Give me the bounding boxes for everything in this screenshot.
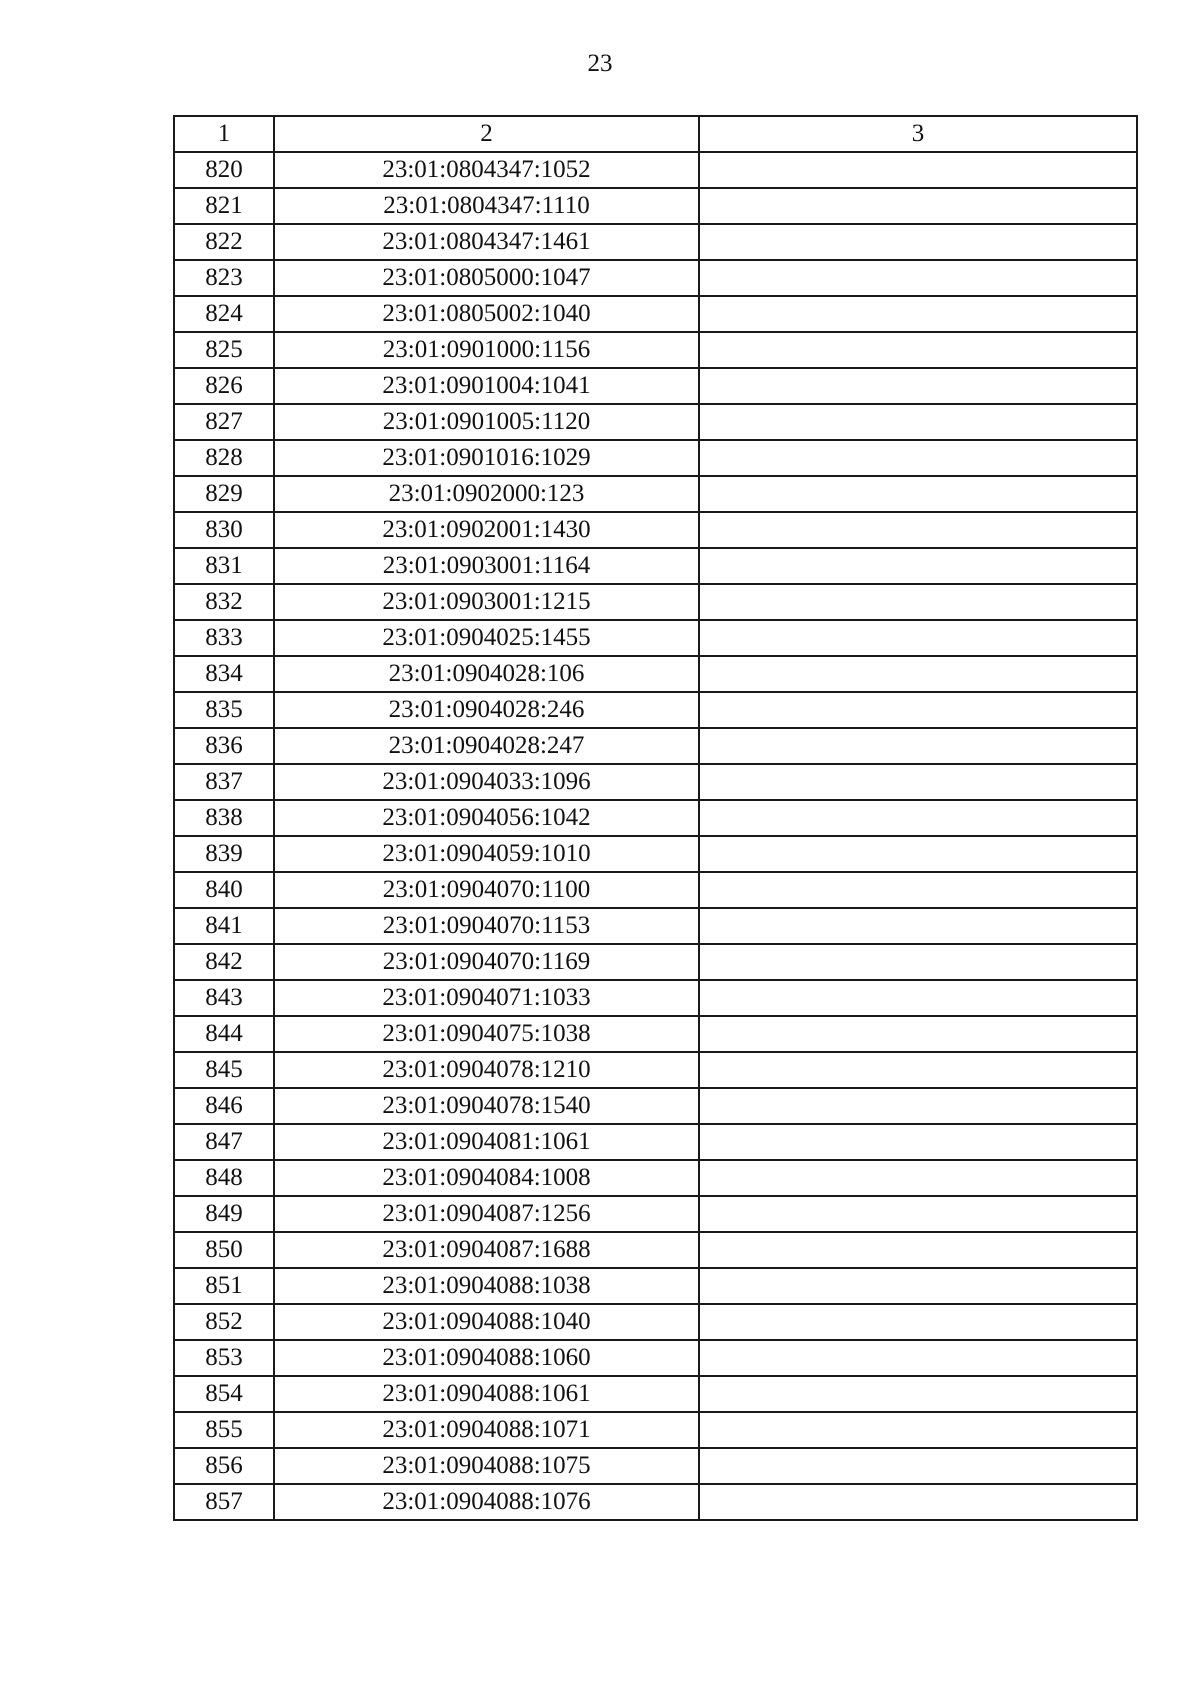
table-row — [174, 1052, 1137, 1088]
table-row — [174, 1340, 1137, 1376]
note-cell — [699, 440, 1137, 476]
cadastral-number-cell: 23:01:0904088:1061 — [274, 1376, 699, 1412]
note-cell — [699, 260, 1137, 296]
note-cell — [699, 692, 1137, 728]
cadastral-number-cell: 23:01:0804347:1052 — [274, 152, 699, 188]
note-cell — [699, 656, 1137, 692]
note-cell — [699, 548, 1137, 584]
row-number-cell: 832 — [174, 584, 274, 620]
note-cell — [699, 944, 1137, 980]
note-cell — [699, 1052, 1137, 1088]
note-cell — [699, 1232, 1137, 1268]
row-number-cell: 838 — [174, 800, 274, 836]
cadastral-number-cell: 23:01:0904078:1540 — [274, 1088, 699, 1124]
note-cell — [699, 1340, 1137, 1376]
note-cell — [699, 1268, 1137, 1304]
table-header-row — [174, 116, 1137, 152]
row-number-cell: 840 — [174, 872, 274, 908]
cadastral-number-cell: 23:01:0901004:1041 — [274, 368, 699, 404]
note-cell — [699, 836, 1137, 872]
cadastral-number-table — [173, 115, 1138, 1521]
cadastral-number-cell: 23:01:0804347:1461 — [274, 224, 699, 260]
cadastral-number-cell: 23:01:0805000:1047 — [274, 260, 699, 296]
row-number-cell: 825 — [174, 332, 274, 368]
table-row — [174, 440, 1137, 476]
table-row — [174, 1196, 1137, 1232]
note-cell — [699, 1016, 1137, 1052]
row-number-cell: 846 — [174, 1088, 274, 1124]
table-row — [174, 764, 1137, 800]
note-cell — [699, 332, 1137, 368]
row-number-cell: 857 — [174, 1484, 274, 1520]
table-row — [174, 1232, 1137, 1268]
table-row — [174, 692, 1137, 728]
column-header-3: 3 — [699, 116, 1137, 152]
row-number-cell: 829 — [174, 476, 274, 512]
table-row — [174, 620, 1137, 656]
row-number-cell: 836 — [174, 728, 274, 764]
table-row — [174, 1268, 1137, 1304]
note-cell — [699, 800, 1137, 836]
row-number-cell: 852 — [174, 1304, 274, 1340]
table-row — [174, 584, 1137, 620]
cadastral-number-cell: 23:01:0904088:1038 — [274, 1268, 699, 1304]
note-cell — [699, 224, 1137, 260]
cadastral-number-cell: 23:01:0904088:1075 — [274, 1448, 699, 1484]
cadastral-number-cell: 23:01:0904088:1071 — [274, 1412, 699, 1448]
cadastral-number-cell: 23:01:0901005:1120 — [274, 404, 699, 440]
row-number-cell: 827 — [174, 404, 274, 440]
table-row — [174, 188, 1137, 224]
cadastral-number-cell: 23:01:0904028:247 — [274, 728, 699, 764]
note-cell — [699, 908, 1137, 944]
note-cell — [699, 1124, 1137, 1160]
row-number-cell: 826 — [174, 368, 274, 404]
table-row — [174, 1016, 1137, 1052]
table-row — [174, 152, 1137, 188]
row-number-cell: 844 — [174, 1016, 274, 1052]
note-cell — [699, 1376, 1137, 1412]
cadastral-number-cell: 23:01:0901016:1029 — [274, 440, 699, 476]
table-row — [174, 224, 1137, 260]
table-row — [174, 512, 1137, 548]
cadastral-number-cell: 23:01:0902001:1430 — [274, 512, 699, 548]
cadastral-number-cell: 23:01:0904056:1042 — [274, 800, 699, 836]
table-row — [174, 656, 1137, 692]
cadastral-number-cell: 23:01:0904088:1060 — [274, 1340, 699, 1376]
row-number-cell: 856 — [174, 1448, 274, 1484]
cadastral-number-cell: 23:01:0904084:1008 — [274, 1160, 699, 1196]
cadastral-number-cell: 23:01:0901000:1156 — [274, 332, 699, 368]
note-cell — [699, 152, 1137, 188]
table-row — [174, 476, 1137, 512]
row-number-cell: 833 — [174, 620, 274, 656]
table-row — [174, 1376, 1137, 1412]
note-cell — [699, 1196, 1137, 1232]
table-row — [174, 332, 1137, 368]
note-cell — [699, 764, 1137, 800]
row-number-cell: 849 — [174, 1196, 274, 1232]
note-cell — [699, 296, 1137, 332]
cadastral-number-cell: 23:01:0904070:1169 — [274, 944, 699, 980]
row-number-cell: 854 — [174, 1376, 274, 1412]
cadastral-number-cell: 23:01:0904087:1688 — [274, 1232, 699, 1268]
cadastral-number-cell: 23:01:0904078:1210 — [274, 1052, 699, 1088]
row-number-cell: 820 — [174, 152, 274, 188]
table-row — [174, 548, 1137, 584]
cadastral-number-cell: 23:01:0904087:1256 — [274, 1196, 699, 1232]
table-row — [174, 1448, 1137, 1484]
table-row — [174, 1160, 1137, 1196]
row-number-cell: 842 — [174, 944, 274, 980]
table-row — [174, 944, 1137, 980]
note-cell — [699, 1412, 1137, 1448]
row-number-cell: 822 — [174, 224, 274, 260]
note-cell — [699, 728, 1137, 764]
row-number-cell: 839 — [174, 836, 274, 872]
row-number-cell: 847 — [174, 1124, 274, 1160]
row-number-cell: 845 — [174, 1052, 274, 1088]
note-cell — [699, 980, 1137, 1016]
table-row — [174, 368, 1137, 404]
table-row — [174, 728, 1137, 764]
note-cell — [699, 620, 1137, 656]
cadastral-number-cell: 23:01:0903001:1164 — [274, 548, 699, 584]
row-number-cell: 848 — [174, 1160, 274, 1196]
cadastral-number-cell: 23:01:0904028:106 — [274, 656, 699, 692]
row-number-cell: 834 — [174, 656, 274, 692]
cadastral-number-cell: 23:01:0904081:1061 — [274, 1124, 699, 1160]
cadastral-number-cell: 23:01:0904070:1100 — [274, 872, 699, 908]
note-cell — [699, 1448, 1137, 1484]
table-row — [174, 1484, 1137, 1520]
table-row — [174, 1412, 1137, 1448]
note-cell — [699, 1160, 1137, 1196]
table-row — [174, 404, 1137, 440]
cadastral-number-cell: 23:01:0904025:1455 — [274, 620, 699, 656]
row-number-cell: 837 — [174, 764, 274, 800]
cadastral-number-cell: 23:01:0904028:246 — [274, 692, 699, 728]
cadastral-number-cell: 23:01:0902000:123 — [274, 476, 699, 512]
column-header-1: 1 — [174, 116, 274, 152]
table-row — [174, 1088, 1137, 1124]
cadastral-number-cell: 23:01:0904088:1040 — [274, 1304, 699, 1340]
cadastral-number-cell: 23:01:0804347:1110 — [274, 188, 699, 224]
note-cell — [699, 872, 1137, 908]
row-number-cell: 830 — [174, 512, 274, 548]
note-cell — [699, 512, 1137, 548]
row-number-cell: 821 — [174, 188, 274, 224]
table-row — [174, 872, 1137, 908]
note-cell — [699, 404, 1137, 440]
note-cell — [699, 1088, 1137, 1124]
note-cell — [699, 584, 1137, 620]
row-number-cell: 841 — [174, 908, 274, 944]
cadastral-number-cell: 23:01:0904070:1153 — [274, 908, 699, 944]
row-number-cell: 843 — [174, 980, 274, 1016]
row-number-cell: 835 — [174, 692, 274, 728]
row-number-cell: 855 — [174, 1412, 274, 1448]
column-header-2: 2 — [274, 116, 699, 152]
note-cell — [699, 368, 1137, 404]
cadastral-number-cell: 23:01:0904075:1038 — [274, 1016, 699, 1052]
row-number-cell: 850 — [174, 1232, 274, 1268]
row-number-cell: 851 — [174, 1268, 274, 1304]
note-cell — [699, 188, 1137, 224]
cadastral-number-cell: 23:01:0904088:1076 — [274, 1484, 699, 1520]
cadastral-number-cell: 23:01:0805002:1040 — [274, 296, 699, 332]
row-number-cell: 828 — [174, 440, 274, 476]
cadastral-number-cell: 23:01:0904071:1033 — [274, 980, 699, 1016]
cadastral-number-cell: 23:01:0904033:1096 — [274, 764, 699, 800]
table-row — [174, 1304, 1137, 1340]
cadastral-number-cell: 23:01:0904059:1010 — [274, 836, 699, 872]
table-row — [174, 908, 1137, 944]
row-number-cell: 824 — [174, 296, 274, 332]
table-row — [174, 836, 1137, 872]
row-number-cell: 823 — [174, 260, 274, 296]
table-row — [174, 1124, 1137, 1160]
note-cell — [699, 1484, 1137, 1520]
table-row — [174, 260, 1137, 296]
row-number-cell: 853 — [174, 1340, 274, 1376]
table-row — [174, 296, 1137, 332]
table-body — [174, 116, 1137, 1520]
table-row — [174, 800, 1137, 836]
note-cell — [699, 1304, 1137, 1340]
row-number-cell: 831 — [174, 548, 274, 584]
cadastral-number-cell: 23:01:0903001:1215 — [274, 584, 699, 620]
note-cell — [699, 476, 1137, 512]
page-number: 23 — [587, 50, 613, 77]
table-row — [174, 980, 1137, 1016]
